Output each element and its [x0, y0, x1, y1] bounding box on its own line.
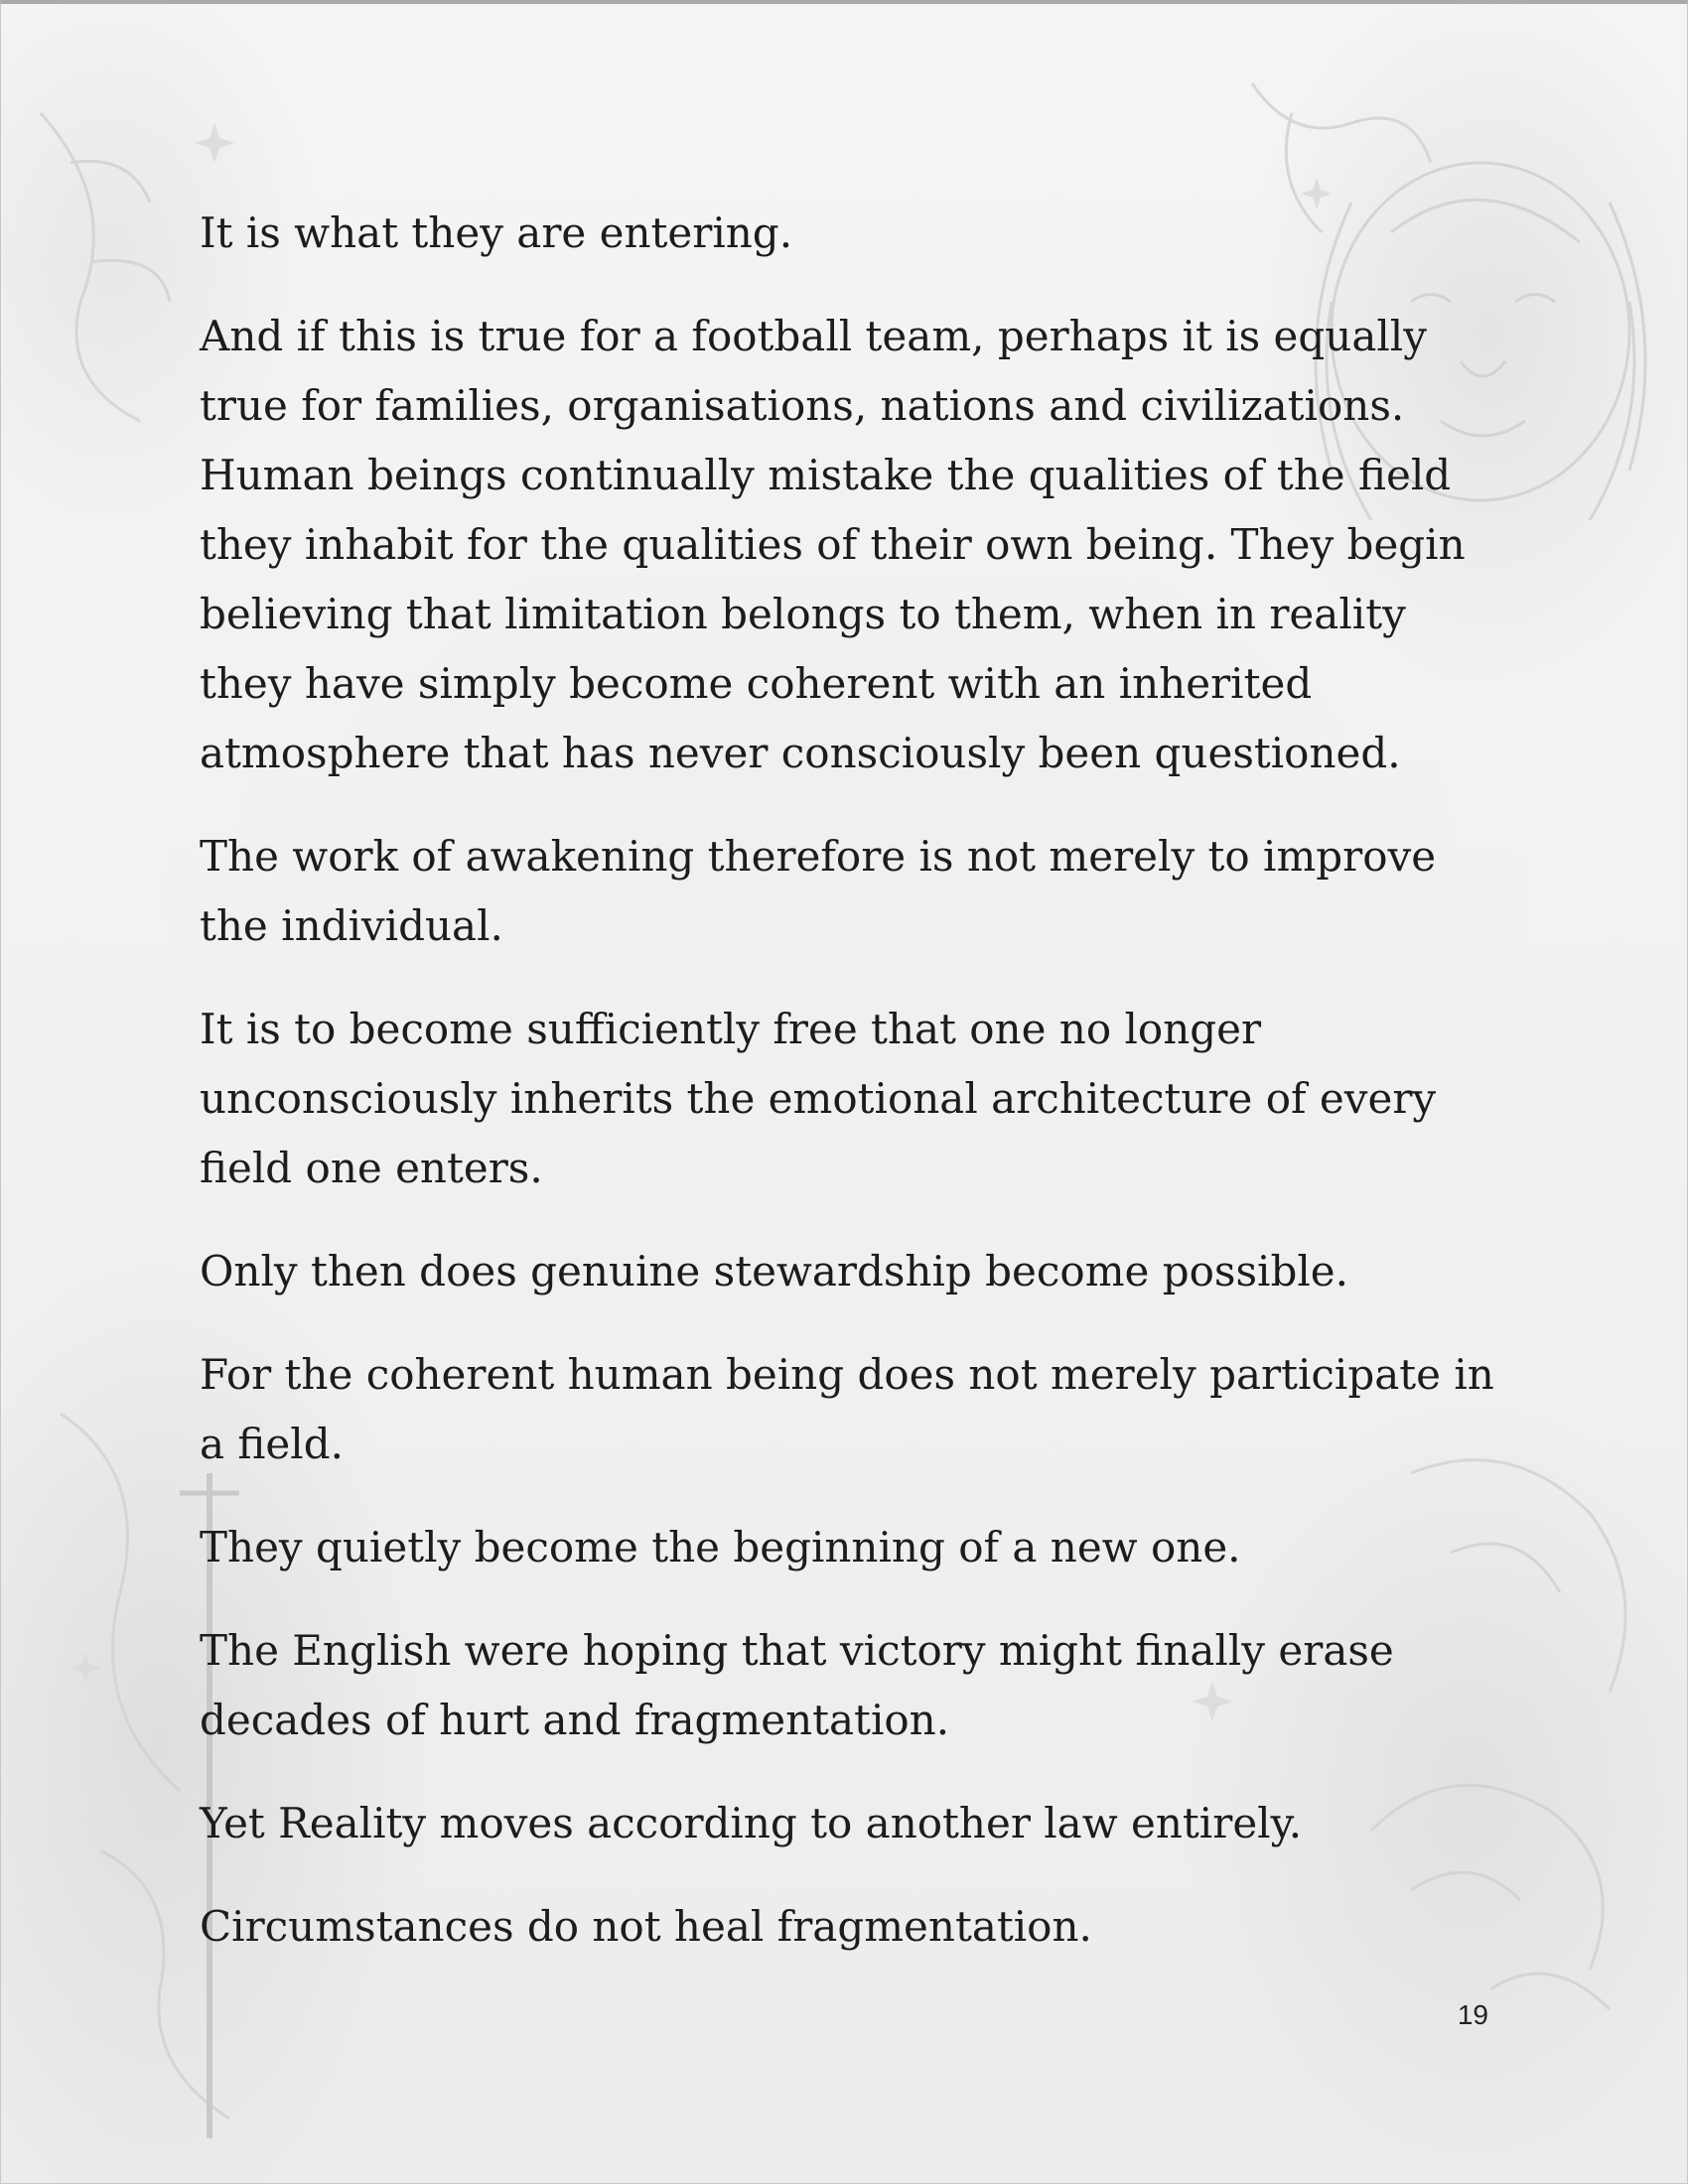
paragraph-2: And if this is true for a football team, perhaps it is equally true for families, organisations, nations and civilizations. Human beings continually mistake the qualities of the field they inhabit for the qualities of their own being. They begin believing that limitation belongs to them, when in reality they have simply become coherent with an inherited atmosphere that has never consciously been questioned. [200, 312, 1466, 777]
paragraph-10: Circumstances do not heal fragmentation. [200, 1902, 1092, 1951]
paragraph-4: It is to become sufficiently free that one no longer unconsciously inherits the emotional architecture of every field one enters. [200, 1005, 1437, 1192]
paragraph-9: Yet Reality moves according to another law entirely. [200, 1799, 1303, 1847]
paragraph-3: The work of awakening therefore is not merely to improve the individual. [200, 832, 1437, 950]
paragraph-5: Only then does genuine stewardship become possible. [200, 1247, 1348, 1296]
paragraph-6: For the coherent human being does not merely participate in a field. [200, 1350, 1494, 1468]
paragraph-1: It is what they are entering. [200, 208, 793, 257]
body-text [200, 199, 1520, 1995]
paragraph-7: They quietly become the beginning of a new one. [200, 1523, 1241, 1571]
paragraph-8: The English were hoping that victory might finally erase decades of hurt and fragmentation. [200, 1626, 1394, 1744]
page-number: 19 [1457, 1999, 1488, 2030]
